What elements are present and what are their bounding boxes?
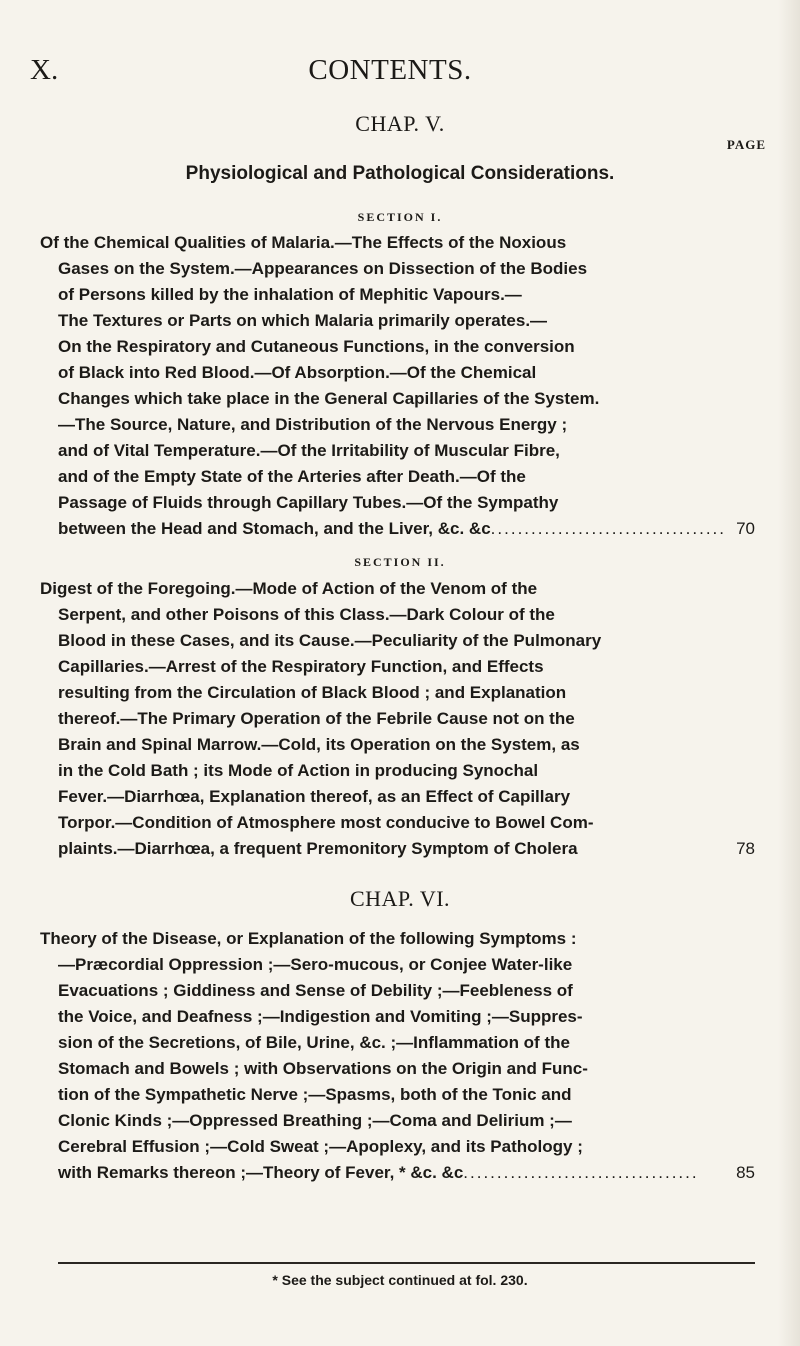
entry-line: thereof.—The Primary Operation of the Febrile Cause not on the: [58, 709, 575, 728]
chapter-vi-entry: [40, 926, 755, 1186]
entry-line: in the Cold Bath ; its Mode of Action in producing Synochal: [58, 761, 539, 780]
page-column-label: PAGE: [726, 137, 766, 152]
entry-line: of Black into Red Blood.—Of Absorption.—Of the Chemical: [58, 363, 537, 382]
footnote: * See the subject continued at fol. 230.: [272, 1272, 528, 1288]
entry-line: The Textures or Parts on which Malaria primarily operates.—: [58, 311, 548, 330]
chapter-v-title: Physiological and Pathological Considerations.: [185, 163, 615, 184]
entry-line: Blood in these Cases, and its Cause.—Peculiarity of the Pulmonary: [58, 631, 602, 650]
page-number: 70: [736, 519, 755, 538]
entry-line: Stomach and Bowels ; with Observations on the Origin and Func-: [58, 1059, 588, 1078]
entry-line: Of the Chemical Qualities of Malaria.—The Effects of the Noxious: [40, 233, 567, 252]
entry-last-line: [40, 516, 755, 542]
entry-line: Evacuations ; Giddiness and Sense of Debility ;—Feebleness of: [58, 981, 573, 1000]
entry-line: tion of the Sympathetic Nerve ;—Spasms, both of the Tonic and: [58, 1085, 572, 1104]
entry-line: the Voice, and Deafness ;—Indigestion and Vomiting ;—Suppres-: [58, 1007, 583, 1026]
dot-leader: ...................................: [490, 519, 726, 538]
entry-line: with Remarks thereon ;—Theory of Fever, * &c. &c: [58, 1163, 464, 1182]
section-ii-entry: [40, 576, 755, 862]
entry-line: Capillaries.—Arrest of the Respiratory Function, and Effects: [58, 657, 544, 676]
entry-line: Clonic Kinds ;—Oppressed Breathing ;—Coma and Delirium ;—: [58, 1111, 572, 1130]
page-edge-shadow: [778, 0, 800, 1346]
running-title: CONTENTS.: [308, 54, 472, 86]
entry-last-line: [40, 836, 755, 862]
footnote-rule: [58, 1262, 755, 1264]
chapter-vi-heading: CHAP. VI.: [349, 886, 451, 911]
entry-line: —The Source, Nature, and Distribution of the Nervous Energy ;: [58, 415, 568, 434]
page-folio: X.: [30, 54, 59, 86]
entry-line: Fever.—Diarrhœa, Explanation thereof, as an Effect of Capillary: [58, 787, 571, 806]
entry-line: and of the Empty State of the Arteries after Death.—Of the: [58, 467, 526, 486]
entry-line: Brain and Spinal Marrow.—Cold, its Operation on the System, as: [58, 735, 580, 754]
chapter-v-heading: CHAP. V.: [355, 111, 445, 136]
section-i-entry: [40, 230, 755, 542]
entry-line: resulting from the Circulation of Black Blood ; and Explanation: [58, 683, 567, 702]
running-head: [30, 54, 750, 86]
entry-line: Changes which take place in the General Capillaries of the System.: [58, 389, 600, 408]
dot-leader: ...................................: [463, 1163, 699, 1182]
entry-line: Torpor.—Condition of Atmosphere most conducive to Bowel Com-: [58, 813, 594, 832]
entry-line: —Præcordial Oppression ;—Sero-mucous, or Conjee Water-like: [58, 955, 573, 974]
entry-line: Theory of the Disease, or Explanation of the following Symptoms :: [40, 929, 577, 948]
entry-line: sion of the Secretions, of Bile, Urine, &c. ;—Inflammation of the: [58, 1033, 570, 1052]
entry-line: Digest of the Foregoing.—Mode of Action of the Venom of the: [40, 579, 538, 598]
entry-line: Passage of Fluids through Capillary Tubes.—Of the Sympathy: [58, 493, 559, 512]
entry-line: On the Respiratory and Cutaneous Functions, in the conversion: [58, 337, 575, 356]
section-ii-heading: SECTION II.: [354, 555, 446, 569]
entry-line: Cerebral Effusion ;—Cold Sweat ;—Apoplexy, and its Pathology ;: [58, 1137, 583, 1156]
entry-line: between the Head and Stomach, and the Liver, &c. &c: [58, 519, 491, 538]
dot-leader: [578, 836, 733, 862]
entry-line: of Persons killed by the inhalation of Mephitic Vapours.—: [58, 285, 522, 304]
section-i-heading: SECTION I.: [357, 210, 443, 224]
entry-line: Serpent, and other Poisons of this Class.—Dark Colour of the: [58, 605, 555, 624]
page-number: 78: [736, 839, 755, 858]
entry-line: plaints.—Diarrhœa, a frequent Premonitory Symptom of Cholera: [58, 839, 578, 858]
entry-last-line: [40, 1160, 755, 1186]
page-number: 85: [736, 1163, 755, 1182]
entry-line: and of Vital Temperature.—Of the Irritability of Muscular Fibre,: [58, 441, 560, 460]
entry-line: Gases on the System.—Appearances on Dissection of the Bodies: [58, 259, 588, 278]
